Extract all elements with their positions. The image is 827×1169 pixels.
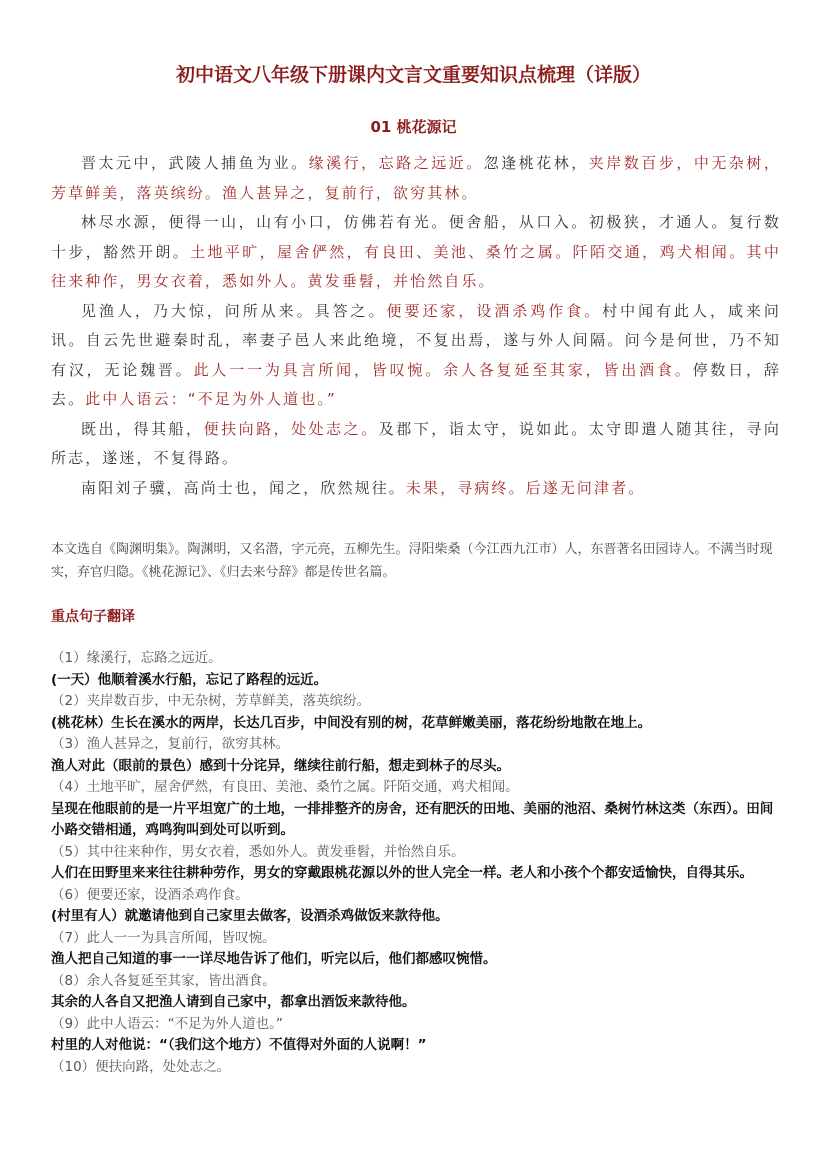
translated-sentence: 村里的人对他说：“（我们这个地方）不值得对外面的人说啊！” xyxy=(51,1037,427,1053)
passage-text: 既出，得其船， xyxy=(81,419,204,438)
passage-paragraph xyxy=(51,474,781,504)
highlighted-sentence: 夹岸数百步，中无杂树，芳草鲜美，落英缤纷。渔人甚异之，复前行，欲穷其林。 xyxy=(51,154,781,202)
translation-heading: 重点句子翻译 xyxy=(51,609,135,625)
passage-text: 林尽水源，便得一山，山有小口，仿佛若有光。便舍船，从口入。初极狭，才通人。复行数十步，豁然开朗。 xyxy=(51,213,781,261)
original-sentence: （9）此中人语云：“不足为外人道也。” xyxy=(51,1015,283,1032)
translated-sentence: 呈现在他眼前的是一片平坦宽广的土地，一排排整齐的房舍，还有肥沃的田地、美丽的池沼、桑树竹林这类（东西）。田间小路交错相通，鸡鸣狗叫到处可以听到。 xyxy=(51,800,774,838)
source-note: 本文选自《陶渊明集》。陶渊明，又名潜，字元亮，五柳先生。浔阳柴桑（今江西九江市）人，东晋著名田园诗人。不满当时现实，弃官归隐。《桃花源记》、《归去来兮辞》都是传世名篇。 xyxy=(51,542,773,580)
original-sentence: （5）其中往来种作，男女衣着，悉如外人。黄发垂髫，并怡然自乐。 xyxy=(51,843,465,860)
classical-passage xyxy=(51,149,781,503)
highlighted-sentence: 未果，寻病终。后遂无问津者。 xyxy=(405,478,646,497)
passage-text: 停数日，辞去。 xyxy=(51,360,781,408)
passage-paragraph xyxy=(51,297,781,415)
document-title: 初中语文八年级下册课内文言文重要知识点梳理（详版） xyxy=(175,64,651,86)
translated-sentence: (桃花林）生长在溪水的两岸，长达几百步，中间没有别的树，花草鲜嫩美丽，落花纷纷地散在地上。 xyxy=(51,714,652,731)
original-sentence: （8）余人各复延至其家，皆出酒食。 xyxy=(51,972,276,989)
translation-list xyxy=(51,648,781,1078)
passage-paragraph xyxy=(51,415,781,474)
original-sentence: （7）此人一一为具言所闻，皆叹惋。 xyxy=(51,929,276,946)
original-sentence: （4）土地平旷，屋舍俨然，有良田、美池、桑竹之属。阡陌交通，鸡犬相闻。 xyxy=(51,779,519,795)
original-sentence: （6）便要还家，设酒杀鸡作食。 xyxy=(51,886,249,903)
section-title: 01 桃花源记 xyxy=(370,118,457,136)
original-sentence: （3）渔人甚异之，复前行，欲穷其林。 xyxy=(51,736,290,752)
passage-text: 忽逢桃花林， xyxy=(483,154,589,172)
passage-text: 晋太元中，武陵人捕鱼为业。 xyxy=(81,154,309,172)
translated-sentence: 其余的人各自又把渔人请到自己家中，都拿出酒饭来款待他。 xyxy=(51,994,416,1010)
translated-sentence: 渔人对此（眼前的景色）感到十分诧异，继续往前行船，想走到林子的尽头。 xyxy=(51,757,510,774)
highlighted-sentence: 此中人语云：“不足为外人道也。” xyxy=(85,390,337,408)
highlighted-sentence: 缘溪行，忘路之远近。 xyxy=(308,154,484,172)
translated-sentence: (一天）他顺着溪水行船，忘记了路程的远近。 xyxy=(51,671,328,688)
highlighted-sentence: 此人一一为具言所闻，皆叹惋。余人各复延至其家，皆出酒食。 xyxy=(193,360,693,379)
passage-text: 见渔人，乃大惊，问所从来。具答之。 xyxy=(81,301,387,320)
original-sentence: （10）便扶向路，处处志之。 xyxy=(51,1058,231,1075)
passage-paragraph xyxy=(51,208,781,297)
highlighted-sentence: 土地平旷，屋舍俨然，有良田、美池、桑竹之属。阡陌交通，鸡犬相闻。其中往来种作，男女衣着，悉如外人。黄发垂髫，并怡然自乐。 xyxy=(51,242,781,290)
translated-sentence: 人们在田野里来来往往耕种劳作，男女的穿戴跟桃花源以外的世人完全一样。老人和小孩个个都安适愉快，自得其乐。 xyxy=(51,865,753,881)
highlighted-sentence: 便扶向路，处处志之。 xyxy=(203,419,379,438)
translated-sentence: (村里有人）就邀请他到自己家里去做客，设酒杀鸡做饭来款待他。 xyxy=(51,908,449,924)
passage-text: 南阳刘子骥，高尚士也，闻之，欣然规往。 xyxy=(81,478,406,497)
translated-sentence: 渔人把自己知道的事一一详尽地告诉了他们，听完以后，他们都感叹惋惜。 xyxy=(51,951,497,967)
passage-text: 及郡下，诣太守，说如此。太守即遣人随其往，寻向所志，遂迷，不复得路。 xyxy=(51,419,781,467)
passage-paragraph xyxy=(51,149,781,208)
highlighted-sentence: 便要还家，设酒杀鸡作食。 xyxy=(386,301,603,320)
passage-text: 村中闻有此人，咸来问讯。自云先世避秦时乱，率妻子邑人来此绝境，不复出焉，遂与外人间隔。问今是何世，乃不知有汉，无论魏晋。 xyxy=(51,301,781,379)
original-sentence: （2）夹岸数百步，中无杂树，芳草鲜美，落英缤纷。 xyxy=(51,693,371,709)
original-sentence: （1）缘溪行，忘路之远近。 xyxy=(51,650,222,666)
